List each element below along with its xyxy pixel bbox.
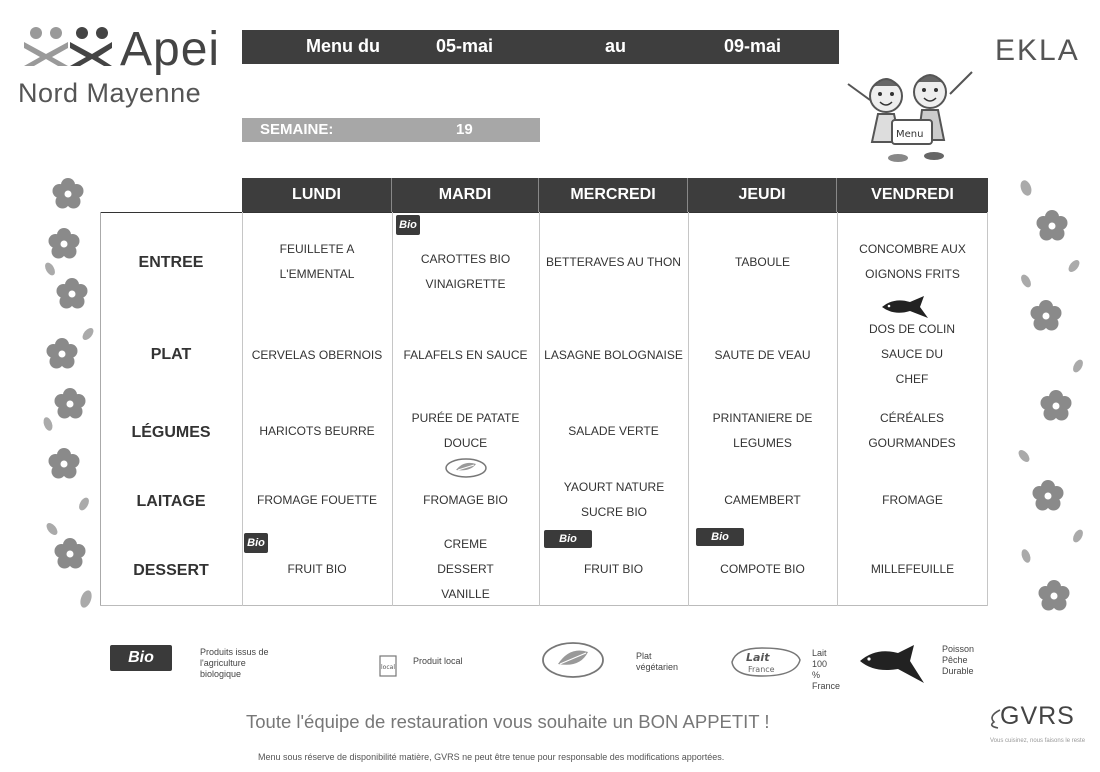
- menu-cell: YAOURT NATURE SUCRE BIO: [563, 480, 665, 519]
- date-to: 09-mai: [724, 36, 782, 56]
- day-header-mercredi: MERCREDI: [539, 178, 688, 212]
- menu-cell: FRUIT BIO: [583, 561, 644, 576]
- day-header-mardi: MARDI: [392, 178, 539, 212]
- menu-cell: FROMAGE BIO: [423, 492, 508, 507]
- week-label: SEMAINE:: [260, 121, 334, 138]
- vegetarian-leaf-icon: [444, 458, 488, 478]
- kids-menu-caption: Menu: [896, 129, 924, 140]
- bio-badge-icon: Bio: [544, 530, 592, 548]
- menu-cell: DOS DE COLIN SAUCE DU CHEF: [868, 321, 955, 386]
- bon-appetit-message: Toute l'équipe de restauration vous souhaite un BON APPETIT !: [246, 711, 770, 732]
- menu-cell: CONCOMBRE AUX OIGNONS FRITS: [859, 242, 966, 281]
- left-flower-decoration: [40, 174, 100, 624]
- menu-label: Menu du: [306, 36, 380, 56]
- menu-cell: FEUILLETE A L'EMMENTAL: [279, 242, 355, 281]
- legend-lait-text: Lait 100 % France: [812, 648, 841, 691]
- apei-logo-icon: [22, 26, 112, 66]
- date-from: 05-mai: [436, 36, 494, 56]
- menu-cell: SALADE VERTE: [568, 423, 659, 438]
- bio-badge-icon: Bio: [396, 215, 420, 235]
- au-label: au: [605, 36, 627, 56]
- menu-cell: COMPOTE BIO: [720, 561, 805, 576]
- kids-menu-illustration: [838, 64, 978, 164]
- legend-lait-icon-text: Lait: [746, 651, 770, 664]
- menu-cell: FROMAGE FOUETTE: [257, 492, 377, 507]
- legend-vegetarian-icon: [540, 640, 606, 680]
- gvrs-logo: GVRS: [1000, 702, 1075, 730]
- org-name: Apei: [120, 23, 221, 76]
- disclaimer-text: Menu sous réserve de disponibilité matière, GVRS ne peut être tenue pour responsable des modifications apportées.: [258, 752, 725, 762]
- legend-lait-icon-sub: France: [748, 665, 775, 674]
- menu-cell: CAROTTES BIO VINAIGRETTE: [420, 252, 511, 291]
- menu-cell: PRINTANIERE DE LEGUMES: [712, 411, 813, 450]
- bio-badge-icon: Bio: [696, 528, 744, 546]
- grid-top-border: [100, 212, 988, 213]
- day-header-lundi: LUNDI: [242, 178, 392, 212]
- legend-bio-icon: Bio: [110, 645, 172, 671]
- legend-local-icon: [378, 648, 398, 678]
- day-header-jeudi: JEUDI: [688, 178, 837, 212]
- bio-badge-icon: Bio: [244, 533, 268, 553]
- org-subtitle: Nord Mayenne: [18, 78, 202, 108]
- menu-cell: CAMEMBERT: [724, 492, 801, 507]
- menu-cell: LASAGNE BOLOGNAISE: [544, 347, 683, 362]
- gvrs-tagline: Vous cuisinez, nous faisons le reste: [990, 738, 1086, 744]
- day-header-vendredi: VENDREDI: [837, 178, 988, 212]
- legend-bio-text: Produits issus de l'agriculture biologique: [200, 647, 269, 679]
- row-label-legumes: LÉGUMES: [131, 424, 211, 441]
- legend-local-text: Produit local: [413, 656, 463, 666]
- row-label-dessert: DESSERT: [133, 562, 209, 579]
- menu-cell: CÉRÉALES GOURMANDES: [868, 411, 956, 450]
- week-number: 19: [456, 121, 473, 138]
- menu-cell: FROMAGE: [882, 492, 943, 507]
- menu-cell: CREME DESSERT VANILLE: [437, 536, 494, 601]
- legend-fish-text: Poisson Pêche Durable: [942, 644, 975, 676]
- menu-cell: SAUTE DE VEAU: [714, 347, 811, 362]
- legend-local-icon-text: local: [381, 664, 395, 671]
- menu-cell: MILLEFEUILLE: [870, 561, 955, 576]
- menu-cell: PURÉE DE PATATE DOUCE: [411, 411, 520, 450]
- menu-cell: HARICOTS BEURRE: [259, 423, 375, 438]
- grid-bottom-border: [100, 605, 988, 606]
- fish-icon: [880, 296, 932, 318]
- menu-cell: FRUIT BIO: [287, 561, 347, 576]
- menu-date-banner: [242, 30, 839, 64]
- menu-cell: FALAFELS EN SAUCE: [403, 347, 528, 362]
- week-banner: [242, 118, 540, 142]
- menu-cell: BETTERAVES AU THON: [546, 254, 681, 269]
- legend-vegetarian-text: Plat végétarien: [636, 651, 679, 672]
- menu-cell: CERVELAS OBERNOIS: [251, 347, 383, 362]
- row-label-laitage: LAITAGE: [136, 493, 206, 510]
- legend-fish-icon: [858, 643, 926, 683]
- menu-cell: TABOULE: [734, 254, 791, 269]
- ekla-logo: EKLA: [995, 34, 1080, 67]
- row-label-plat: PLAT: [150, 346, 192, 363]
- legend-lait-france-icon: [726, 644, 804, 680]
- row-label-entree: ENTREE: [138, 254, 204, 271]
- menu-grid: [100, 178, 988, 606]
- right-flower-decoration: [1012, 176, 1090, 626]
